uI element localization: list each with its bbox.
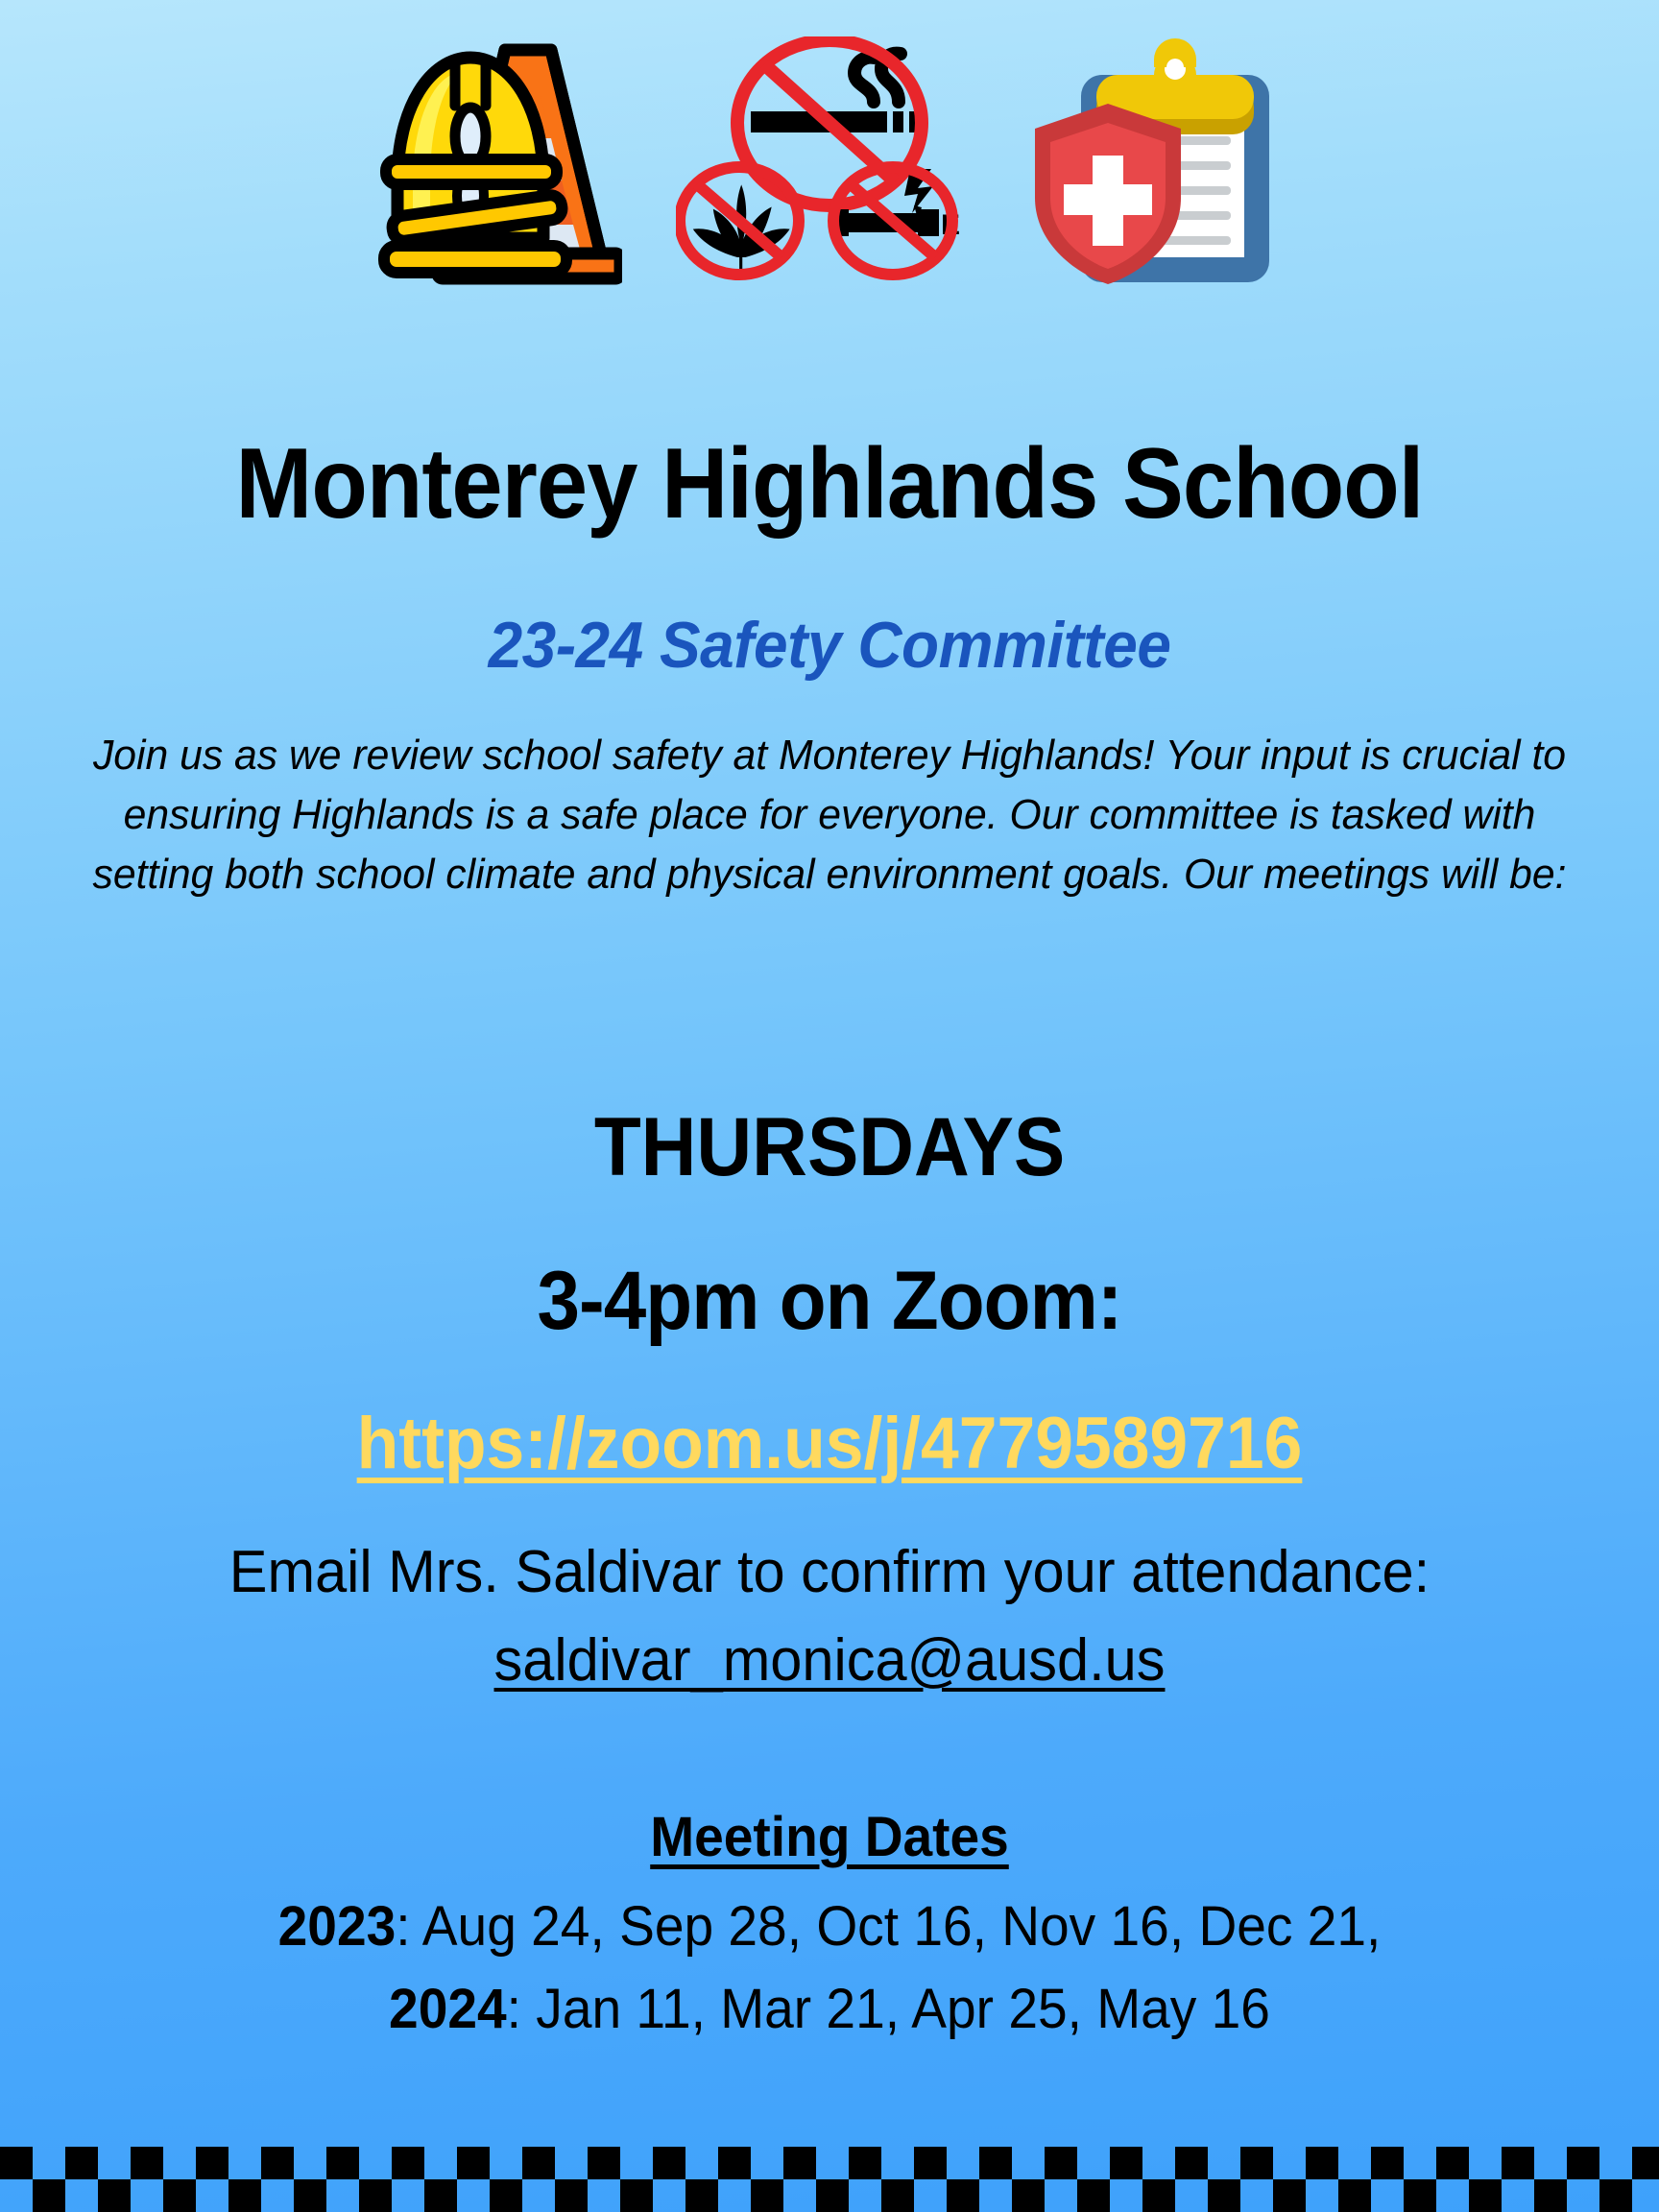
dates-year-label: 2023 (277, 1895, 397, 1958)
dates-separator: : (506, 1978, 537, 2040)
email-address-link[interactable]: saldivar_monica@ausd.us (493, 1627, 1166, 1694)
hard-hat-and-traffic-cone-icon (363, 36, 622, 293)
svg-text:E: E (941, 209, 961, 241)
school-name-title: Monterey Highlands School (235, 428, 1424, 540)
icon-row (0, 36, 1659, 296)
meeting-dates-row (41, 1978, 1618, 2040)
no-smoking-icon (737, 40, 922, 205)
prohibition-symbols-group (676, 36, 964, 293)
meeting-day-heading: THURSDAYS (593, 1101, 1066, 1193)
dates-year-label: 2024 (389, 1978, 507, 2040)
email-confirmation-block (199, 1528, 1459, 1705)
checkered-footer-border (0, 2147, 1659, 2212)
safety-shield-clipboard-icon (1018, 36, 1296, 293)
dates-list: Aug 24, Sep 28, Oct 16, Nov 16, Dec 21, (421, 1895, 1382, 1958)
checker-row-bottom (0, 2179, 1659, 2212)
dates-list: Jan 11, Mar 21, Apr 25, May 16 (536, 1978, 1270, 2040)
checker-row-top (0, 2147, 1659, 2179)
committee-subtitle: 23-24 Safety Committee (488, 609, 1171, 682)
no-cannabis-icon (680, 167, 799, 275)
meeting-time-heading: 3-4pm on Zoom: (537, 1255, 1122, 1347)
intro-paragraph: Join us as we review school safety at Monterey Highlands! Your input is crucial to ensuring Highlands is a safe place for everyone. Our committee is tasked with setting both school climate and physical environment goals. Our meetings will be: (92, 732, 1567, 898)
zoom-meeting-link[interactable]: https://zoom.us/j/4779589716 (356, 1403, 1303, 1484)
dates-separator: : (396, 1895, 422, 1958)
meeting-dates-row (41, 1895, 1618, 1958)
meeting-dates-heading: Meeting Dates (650, 1806, 1009, 1868)
email-prompt-text: Email Mrs. Saldivar to confirm your attendance: (228, 1539, 1431, 1605)
